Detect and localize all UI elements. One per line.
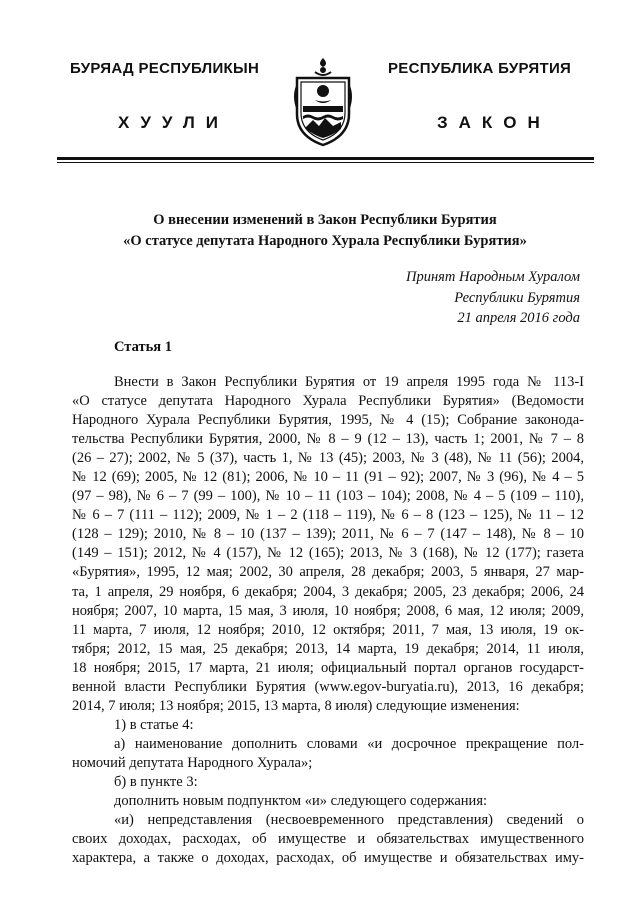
law-title-line-1: О внесении изменений в Закон Республики Бурятия <box>153 212 497 228</box>
body-line: (97 – 98), № 6 – 7 (99 – 100), № 10 – 11 (103 – 104); 2008, № 4 – 5 (109 – 110), <box>72 488 584 505</box>
article-body <box>72 373 584 868</box>
body-line: 11 марта, 7 июля, 12 ноября; 2010, 12 октября; 2011, 7 мая, 13 июля, 19 ок- <box>72 621 584 638</box>
list-item-b: б) в пункте 3: <box>114 773 198 790</box>
article-heading: Статья 1 <box>114 339 172 355</box>
adoption-date: 21 апреля 2016 года <box>457 310 580 326</box>
header-right-subtitle: ЗАКОН <box>437 113 551 132</box>
body-line: 18 ноября; 2015, 17 марта, 21 июля; официальный портал органов государст- <box>72 659 584 676</box>
body-line: ноября; 2007, 10 марта, 15 мая, 3 июля, 10 ноября; 2008, 6 мая, 12 июля; 2009, <box>72 602 584 619</box>
header-left-title: БУРЯАД РЕСПУБЛИКЫН <box>70 60 260 77</box>
body-line: Внести в Закон Республики Бурятия от 19 апреля 1995 года № 113-I <box>114 374 584 390</box>
body-line: характера, а также о доходах, расходах, об имуществе и обязательствах иму- <box>72 850 584 867</box>
body-line: та, 1 апреля, 29 ноября, 6 декабря; 2004, 3 декабря; 2005, 23 декабря; 2006, 24 <box>72 583 584 600</box>
list-item-1: 1) в статье 4: <box>114 716 194 733</box>
body-line: № 12 (69); 2005, № 12 (81); 2006, № 10 – 11 (91 – 92); 2007, № 3 (96), № 4 – 5 <box>72 469 584 486</box>
header-rule-thin <box>57 162 594 163</box>
body-line: своих доходах, расходах, об имуществе и обязательствах имущественного <box>72 831 584 848</box>
quoted-subpoint: «и) непредставления (несвоевременного представления) сведений о <box>114 812 584 829</box>
body-line: дополнить новым подпунктом «и» следующего содержания: <box>114 793 488 810</box>
law-title <box>60 210 590 252</box>
body-line: номочий депутата Народного Хурала»; <box>72 754 313 771</box>
header-right-title: РЕСПУБЛИКА БУРЯТИЯ <box>388 60 572 77</box>
body-line: (128 – 129); 2010, № 8 – 10 (137 – 139); 2011, № 6 – 7 (147 – 148), № 8 – 10 <box>72 526 584 543</box>
law-title-line-2: «О статусе депутата Народного Хурала Республики Бурятия» <box>123 233 527 249</box>
body-line: (149 – 151); 2012, № 4 (157), № 12 (165); 2013, № 3 (168), № 12 (177); газета <box>72 545 584 562</box>
header-rule-thick <box>57 157 594 160</box>
body-line: Народного Хурала Республики Бурятия, 1995, № 4 (15); Собрание законода- <box>72 412 584 429</box>
list-item-a: а) наименование дополнить словами «и досрочное прекращение пол- <box>114 735 584 752</box>
adoption-note <box>406 267 580 329</box>
body-line: «О статусе депутата Народного Хурала Республики Бурятия» (Ведомости <box>72 393 584 410</box>
body-line: (26 – 27); 2002, № 5 (37), часть 1, № 13 (45); 2003, № 3 (48), № 11 (56); 2004, <box>72 450 584 467</box>
body-line: тября; 2012, 15 мая, 25 декабря; 2013, 14 марта, 19 декабря; 2014, 11 июля, <box>72 640 584 657</box>
adoption-note-line-2: Республики Бурятия <box>454 289 580 306</box>
body-line: венной власти Республики Бурятия (www.egov-buryatia.ru), 2013, 16 декабря; <box>72 678 584 695</box>
body-line: 2014, 7 июля; 13 ноября; 2015, 13 марта, 8 июля) следующие изменения: <box>72 697 520 714</box>
coat-of-arms-icon <box>291 56 355 148</box>
body-line: тельства Республики Бурятия, 2000, № 8 – 9 (12 – 13), часть 1; 2001, № 7 – 8 <box>72 431 584 448</box>
header-left-subtitle: ХУУЛИ <box>118 113 229 132</box>
body-line: № 6 – 7 (111 – 112); 2009, № 1 – 2 (118 – 119), № 6 – 8 (123 – 125), № 11 – 12 <box>72 507 584 524</box>
body-line: «Бурятия», 1995, 12 мая; 2002, 30 апреля, 28 декабря; 2003, 5 января, 27 мар- <box>72 564 584 581</box>
adoption-note-line-1: Принят Народным Хуралом <box>405 269 580 285</box>
